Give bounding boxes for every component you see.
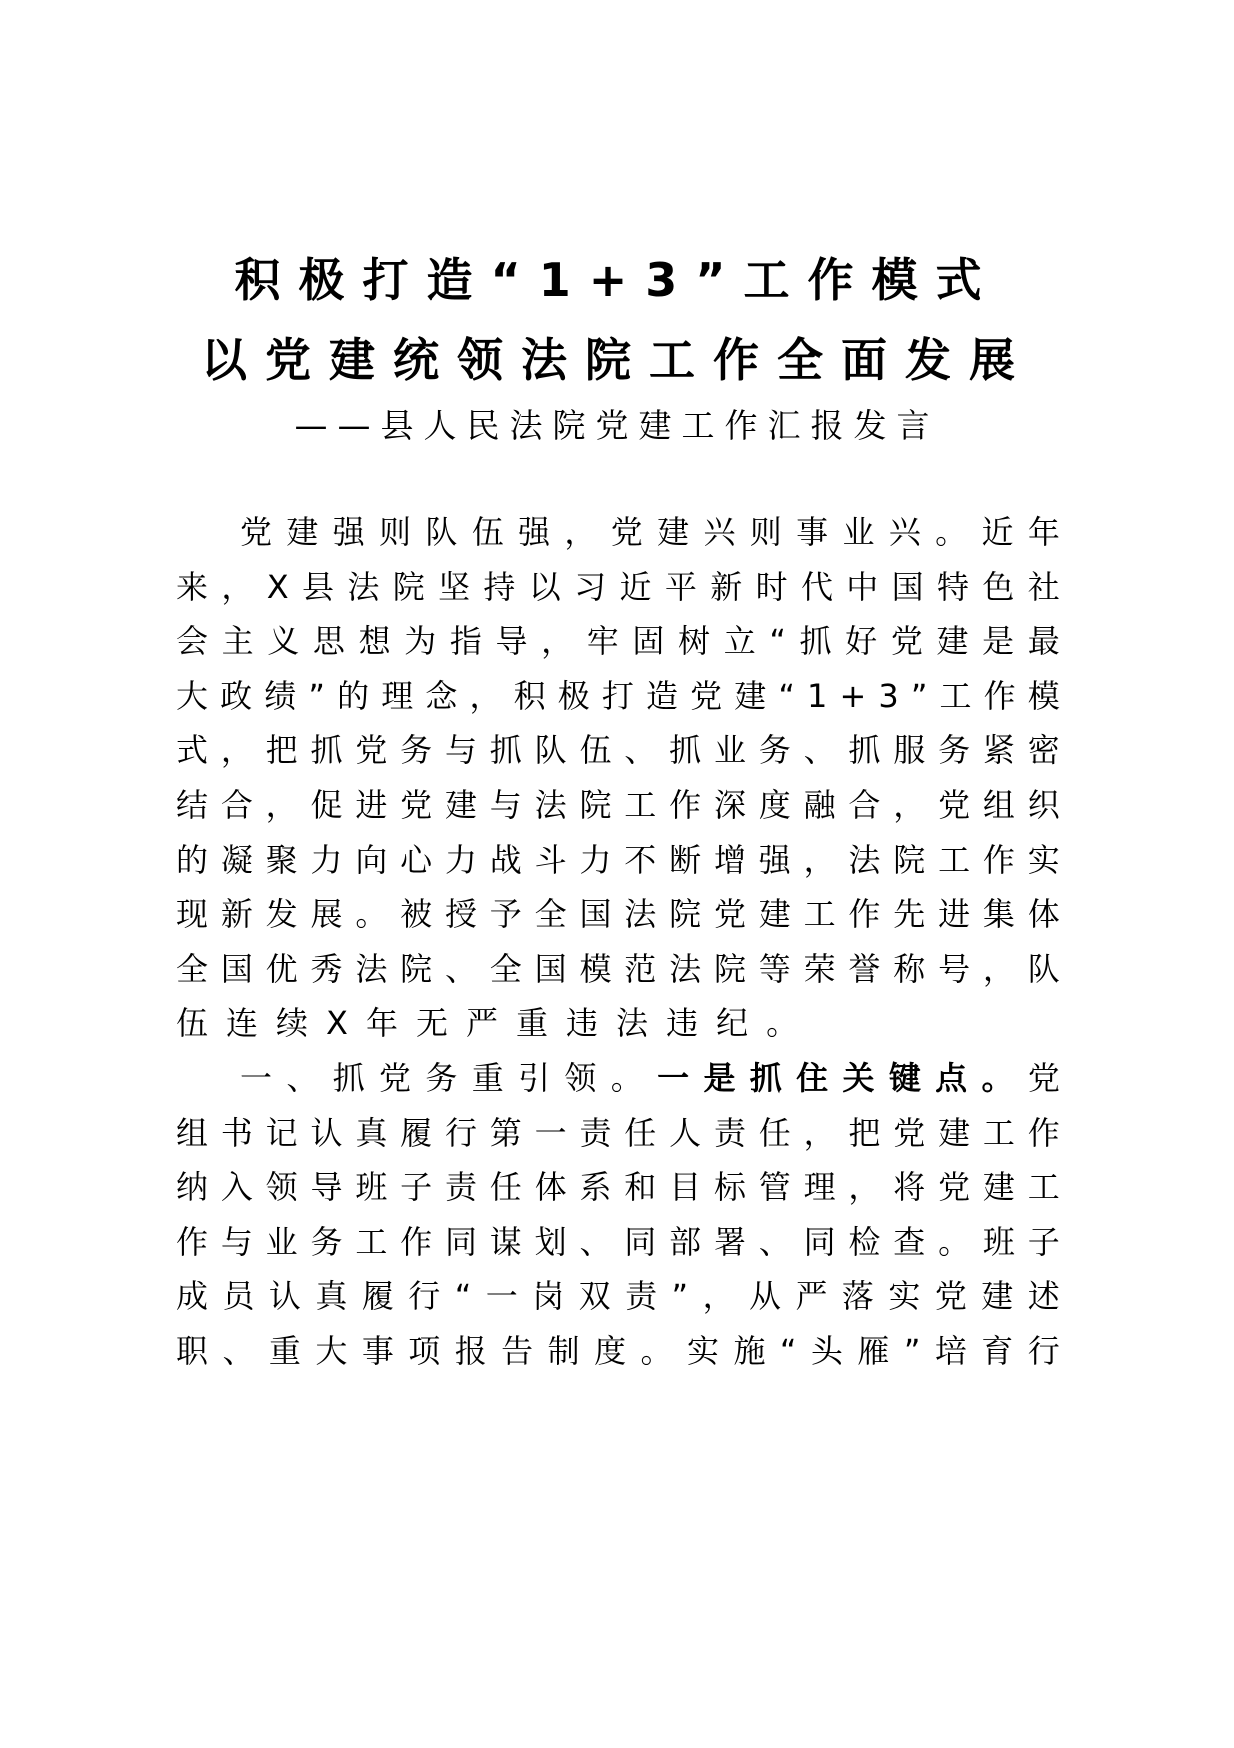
title-line-2: 以党建统领法院工作全面发展 <box>201 333 1033 387</box>
paragraph-1-line: 现 新 发 展 。 被 授 予 全 国 法 院 党 建 工 作 先 进 集 体 <box>176 895 1060 934</box>
paragraph-1-line: 的 凝 聚 力 向 心 力 战 斗 力 不 断 增 强 ， 法 院 工 作 实 <box>176 840 1060 879</box>
paragraph-1-line: 来 ， X 县 法 院 坚 持 以 习 近 平 新 时 代 中 国 特 色 社 <box>176 567 1060 606</box>
paragraph-2-line: 组 书 记 认 真 履 行 第 一 责 任 人 责 任 ， 把 党 建 工 作 <box>176 1113 1060 1152</box>
paragraph-1-line: 党 建 强 则 队 伍 强 ， 党 建 兴 则 事 业 兴 。 近 年 <box>240 513 1060 551</box>
paragraph-2-line: 作 与 业 务 工 作 同 谋 划 、 同 部 署 、 同 检 查 。 班 子 <box>176 1222 1060 1261</box>
paragraph-2-line: 职 、 重 大 事 项 报 告 制 度 。 实 施 “ 头 雁 ” 培 育 行 <box>176 1332 1060 1370</box>
paragraph-2-line: 纳 入 领 导 班 子 责 任 体 系 和 目 标 管 理 ， 将 党 建 工 <box>176 1168 1060 1207</box>
subtitle: ——县人民法院党建工作汇报发言 <box>294 406 940 445</box>
paragraph-1-line: 会 主 义 思 想 为 指 导 ， 牢 固 树 立 “ 抓 好 党 建 是 最 <box>176 622 1060 661</box>
paragraph-1-line: 伍 连 续 X 年 无 严 重 违 法 违 纪 。 <box>176 1004 799 1043</box>
paragraph-1-line: 式 ， 把 抓 党 务 与 抓 队 伍 、 抓 业 务 、 抓 服 务 紧 密 <box>176 731 1060 770</box>
paragraph-2-line: 一 、 抓 党 务 重 引 领 。 一 是 抓 住 关 键 点 。 党 <box>240 1059 1060 1097</box>
paragraph-1-line: 大 政 绩 ” 的 理 念 ， 积 极 打 造 党 建 “ 1 + 3 ” 工 作 模 <box>176 676 1060 715</box>
paragraph-1-line: 全 国 优 秀 法 院 、 全 国 模 范 法 院 等 荣 誉 称 号 ， 队 <box>176 949 1060 988</box>
title-line-1: 积极打造“1+3”工作模式 <box>234 253 1000 307</box>
paragraph-2-line: 成 员 认 真 履 行 “ 一 岗 双 责 ” ， 从 严 落 实 党 建 述 <box>176 1277 1060 1316</box>
paragraph-1-line: 结 合 ， 促 进 党 建 与 法 院 工 作 深 度 融 合 ， 党 组 织 <box>176 786 1060 824</box>
